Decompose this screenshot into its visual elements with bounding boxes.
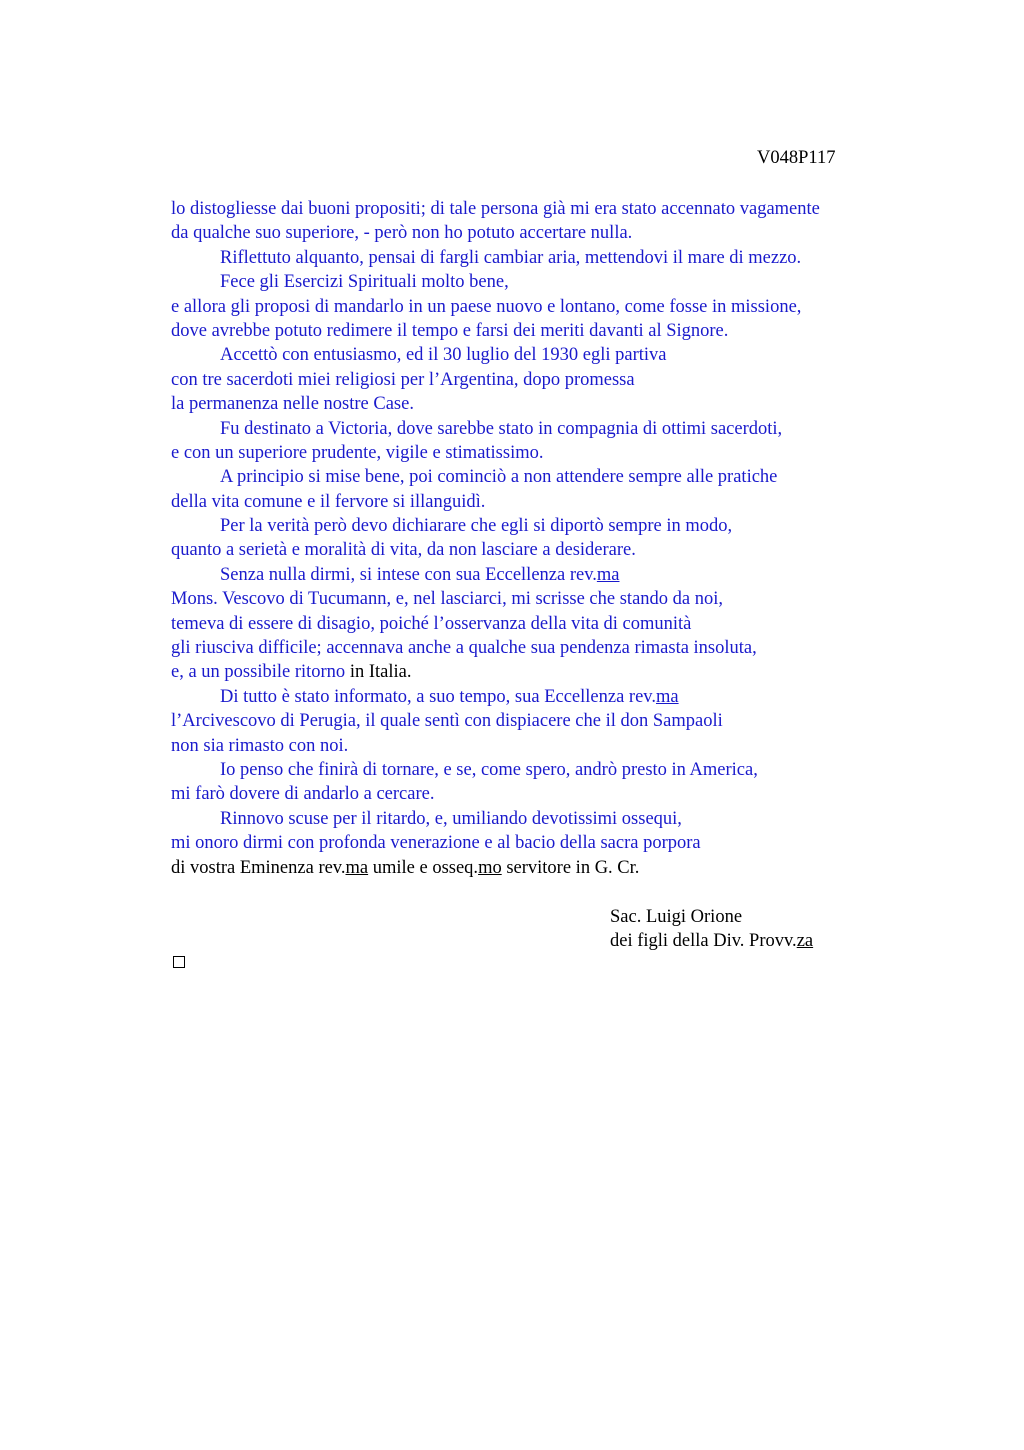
text-segment: servitore in G. Cr.: [501, 857, 640, 878]
text-segment: di vostra Eminenza rev.: [171, 857, 346, 878]
abbreviation-superscript: mo: [478, 857, 502, 878]
text-line: della vita comune e il fervore si illanguidì.: [171, 491, 486, 512]
text-segment: umile e osseq.: [368, 857, 479, 878]
text-line: e con un superiore prudente, vigile e stimatissimo.: [171, 442, 544, 463]
text-line: Mons. Vescovo di Tucumann, e, nel lasciarci, mi scrisse che stando da noi,: [171, 589, 724, 610]
text-line: dove avrebbe potuto redimere il tempo e farsi dei meriti davanti al Signore.: [171, 320, 729, 341]
text-line: non sia rimasto con noi.: [171, 735, 349, 756]
text-segment: dei figli della Div. Provv.: [610, 931, 797, 952]
abbreviation-superscript: ma: [596, 564, 620, 585]
text-line: mi onoro dirmi con profonda venerazione e al bacio della sacra porpora: [171, 833, 701, 854]
text-line: [171, 856, 991, 880]
text-line: gli riusciva difficile; accennava anche a qualche sua pendenza rimasta insoluta,: [171, 638, 757, 659]
abbreviation-superscript: za: [796, 931, 814, 952]
text-line: Per la verità però devo dichiarare che egli si diportò sempre in modo,: [220, 516, 733, 537]
text-line: temeva di essere di disagio, poiché l’osservanza della vita di comunità: [171, 613, 692, 634]
text-line: da qualche suo superiore, - però non ho potuto accertare nulla.: [171, 223, 633, 244]
text-line: Io penso che finirà di tornare, e se, come spero, andrò presto in America,: [220, 759, 758, 780]
letter-body: [171, 197, 991, 880]
text-line: e allora gli proposi di mandarlo in un paese nuovo e lontano, come fosse in missione,: [171, 296, 802, 317]
text-line: Fu destinato a Victoria, dove sarebbe stato in compagnia di ottimi sacerdoti,: [220, 418, 783, 439]
text-line: lo distogliesse dai buoni propositi; di tale persona già mi era stato accennato vagamente: [171, 199, 820, 219]
signature-block: [610, 905, 813, 954]
text-line: [171, 660, 991, 684]
text-segment: Senza nulla dirmi, si intese con sua Eccellenza rev.: [220, 564, 597, 585]
text-line: la permanenza nelle nostre Case.: [171, 394, 414, 415]
text-segment: in Italia.: [345, 662, 412, 683]
abbreviation-superscript: ma: [655, 686, 679, 707]
text-segment: Di tutto è stato informato, a suo tempo, sua Eccellenza rev.: [220, 686, 656, 707]
checkbox-square-icon: [173, 956, 185, 968]
text-line: Riflettuto alquanto, pensai di fargli cambiar aria, mettendovi il mare di mezzo.: [220, 247, 802, 268]
signature-title: [610, 929, 813, 953]
text-segment: e, a un possibile ritorno: [171, 662, 346, 683]
abbreviation-superscript: ma: [345, 857, 369, 878]
page-reference: V048P117: [757, 148, 836, 168]
text-line: A principio si mise bene, poi cominciò a non attendere sempre alle pratiche: [220, 467, 778, 488]
text-line: Accettò con entusiasmo, ed il 30 luglio del 1930 egli partiva: [220, 345, 667, 366]
text-line: Rinnovo scuse per il ritardo, e, umiliando devotissimi ossequi,: [220, 808, 682, 829]
text-line: Fece gli Esercizi Spirituali molto bene,: [220, 272, 509, 293]
text-line: [171, 563, 991, 587]
signature-name: Sac. Luigi Orione: [610, 907, 743, 927]
text-line: quanto a serietà e moralità di vita, da non lasciare a desiderare.: [171, 540, 636, 561]
text-line: mi farò dovere di andarlo a cercare.: [171, 784, 435, 805]
text-line: con tre sacerdoti miei religiosi per l’Argentina, dopo promessa: [171, 369, 635, 390]
text-line: l’Arcivescovo di Perugia, il quale sentì con dispiacere che il don Sampaoli: [171, 711, 723, 732]
text-line: [171, 685, 991, 709]
